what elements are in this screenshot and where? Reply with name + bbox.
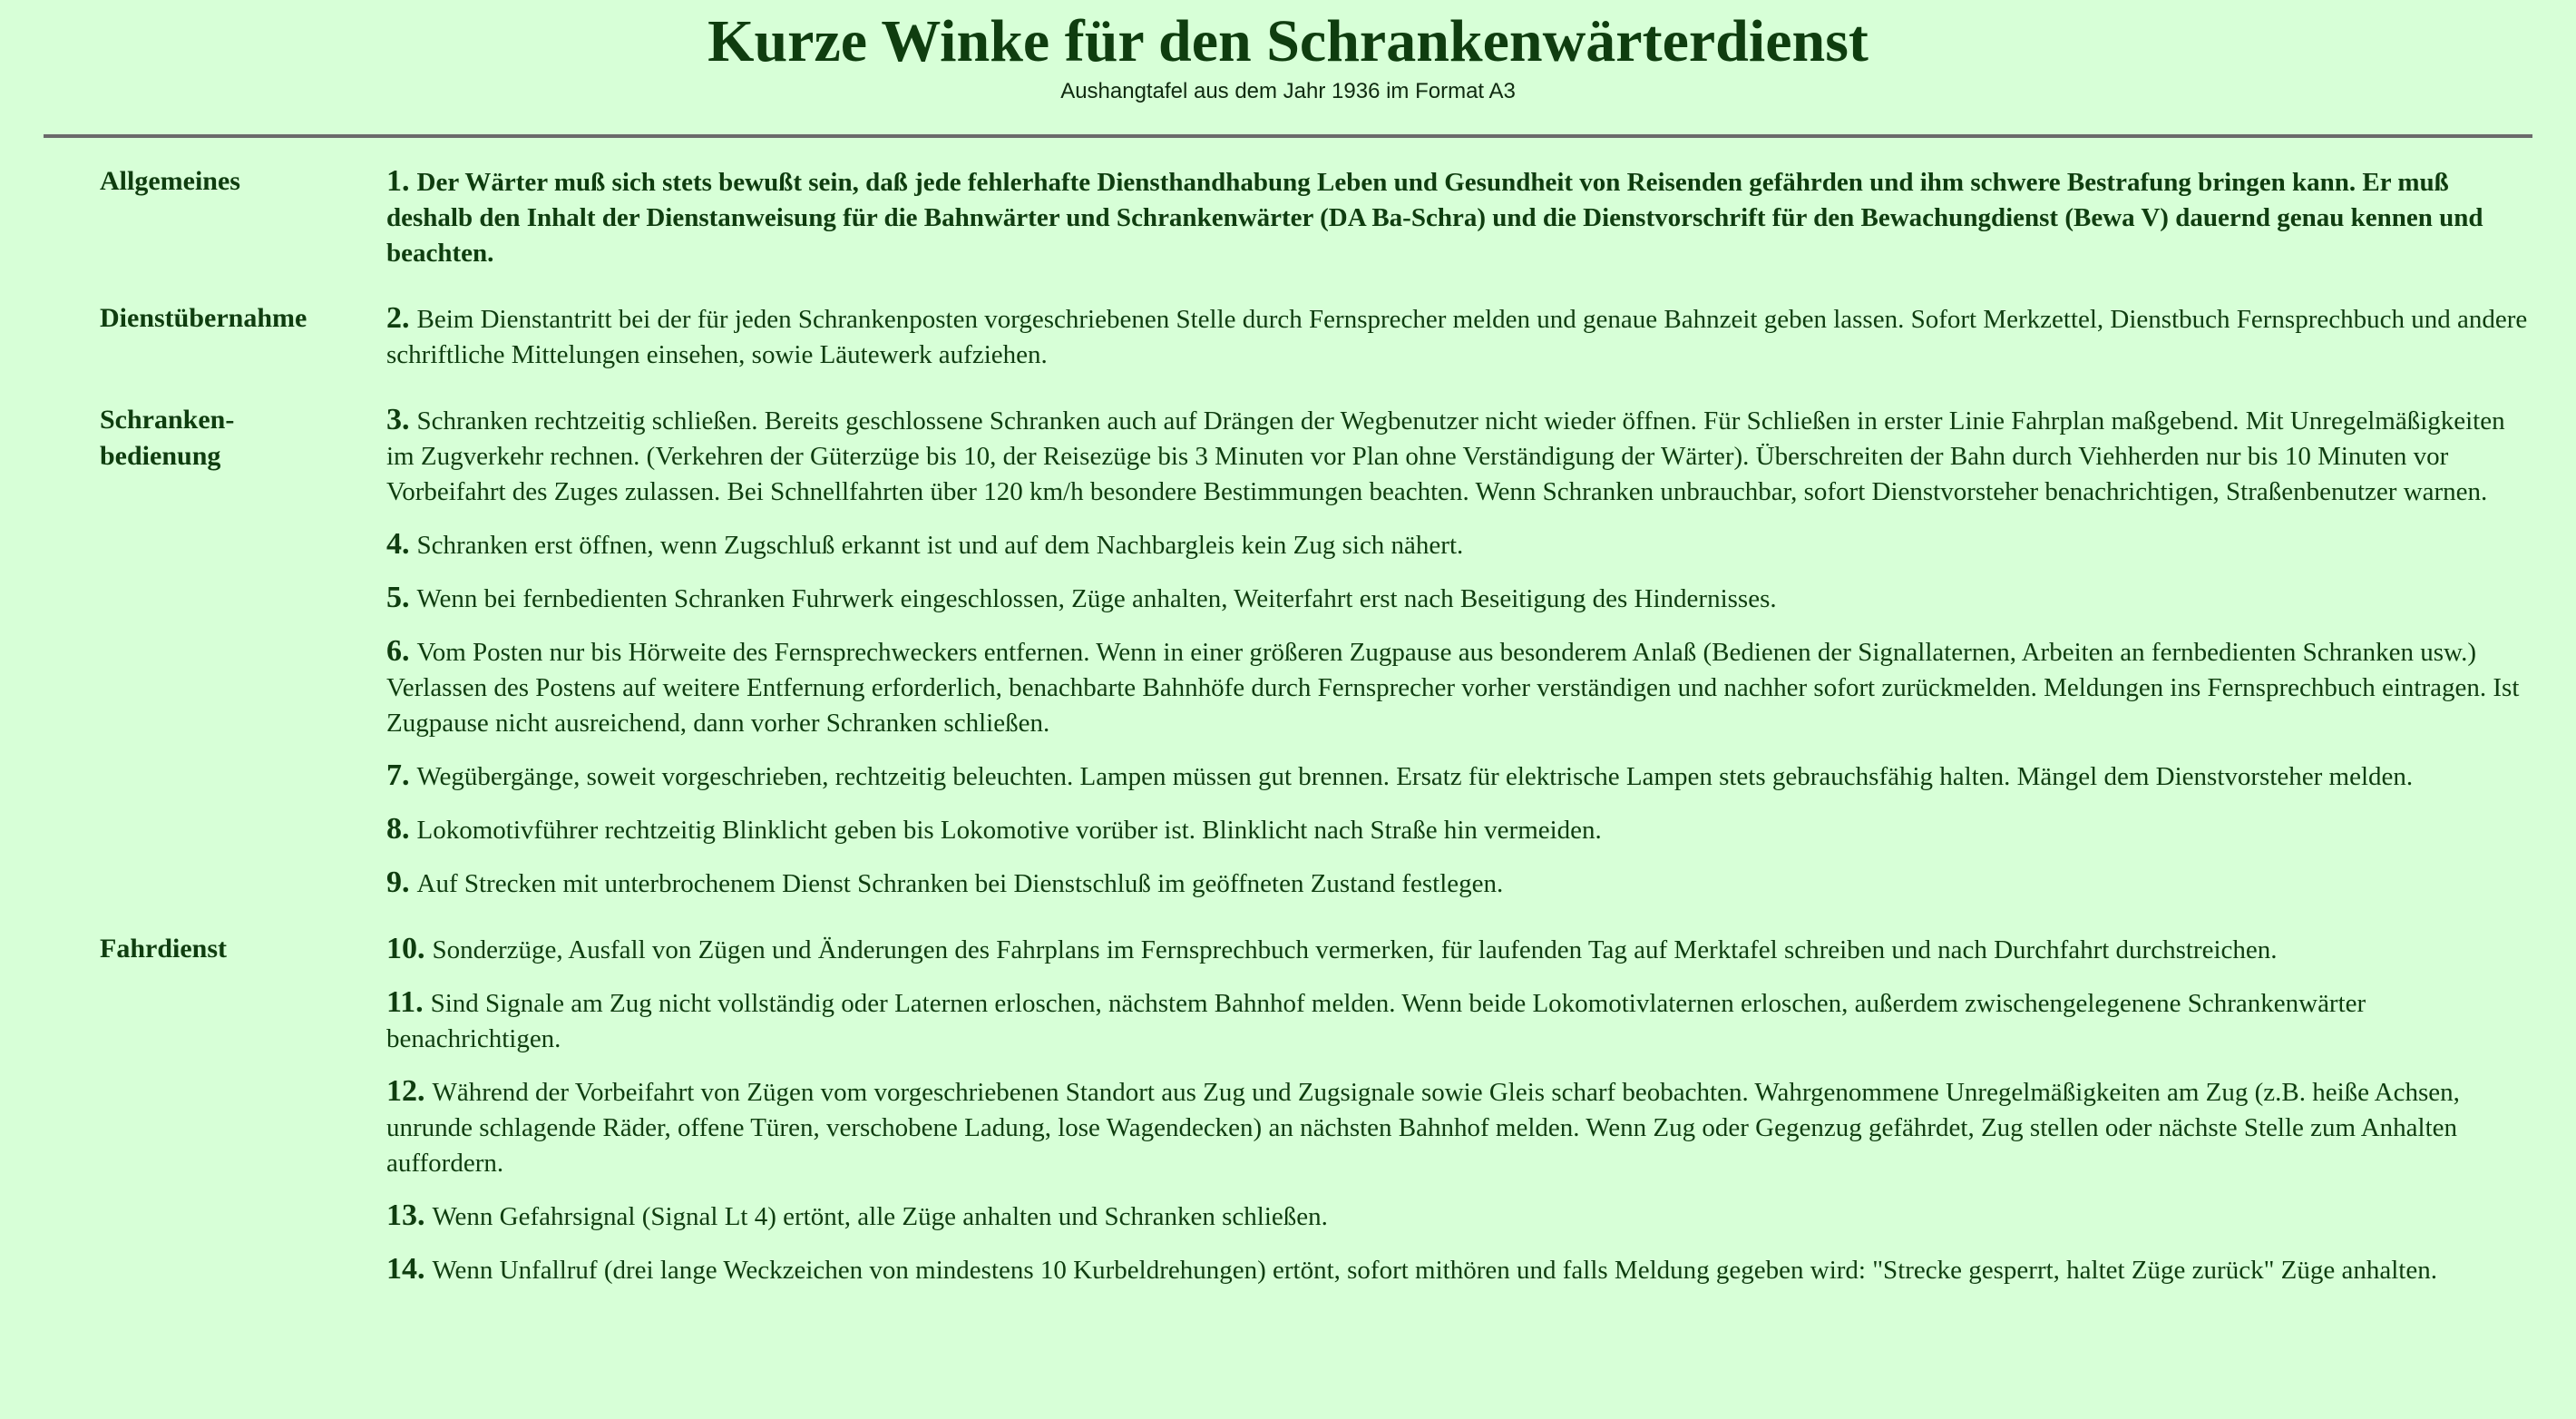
rule-number: 14. [386,1252,425,1286]
page-header [0,0,2576,105]
rule-number: 7. [386,758,410,792]
rule-item [386,1198,2532,1235]
page-title: Kurze Winke für den Schrankenwärterdienst [707,8,1869,74]
section-label-line-1: Schranken- [100,405,235,435]
rule-number: 11. [386,985,424,1019]
rule-item [386,402,2532,510]
rule-number: 2. [386,301,410,335]
section-items [386,163,2532,288]
rules-content [0,138,2576,1305]
rule-text: Beim Dienstantritt bei der für jeden Schrankenposten vorgeschriebenen Stelle durch Fernsprecher melden und genaue Bahnzeit geben lassen. Sofort Merkzettel, Dienstbuch Fernsprechbuch und andere schriftliche Mittelungen einsehen, sowie Läutewerk aufziehen. [386,305,2528,369]
rule-number: 10. [386,932,425,965]
rule-text: Lokomotivführer rechtzeitig Blinklicht geben bis Lokomotive vorüber ist. Blinklicht nach Straße hin vermeiden. [416,816,1602,845]
section-label [44,402,386,918]
rule-text: Wenn bei fernbedienten Schranken Fuhrwerk eingeschlossen, Züge anhalten, Weiterfahrt erst nach Beseitigung des Hindernisses. [416,584,1777,613]
rule-item [386,1251,2532,1288]
rule-text: Schranken rechtzeitig schließen. Bereits geschlossene Schranken auch auf Drängen der Wegbenutzer nicht wieder öffnen. Für Schließen in erster Linie Fahrplan maßgebend. Mit Unregelmäßigkeiten im Zugverkehr rechnen. (Verkehren der Güterzüge bis 10, der Reisezüge bis 3 Minuten vor Plan ohne Verständigung der Wärter). Überschreiten der Bahn durch Viehherden nur bis 10 Minuten vor Vorbeifahrt des Zuges zulassen. Bei Schnellfahrten über 120 km/h besondere Bestimmungen beachten. Wenn Schranken unbrauchbar, sofort Dienstvorsteher benachrichtigen, Straßenbenutzer warnen. [386,406,2505,506]
page-subtitle: Aushangtafel aus dem Jahr 1936 im Format A3 [1060,79,1516,103]
rule-item [386,633,2532,741]
rule-item [386,526,2532,563]
rule-number: 4. [386,527,410,561]
rule-number: 8. [386,812,410,846]
rule-item [386,984,2532,1057]
rule-text: Der Wärter muß sich stets bewußt sein, daß jede fehlerhafte Diensthandhabung Leben und Gesundheit von Reisenden gefährden und ihm schwere Bestrafung bringen kann. Er muß deshalb den Inhalt der Dienstanweisung für die Bahnwärter und Schrankenwärter (DA Ba-Schra) und die Dienstvorschrift für den Bewachungdienst (Bewa V) dauernd genau kennen und beachten. [386,168,2483,268]
section-label: Fahrdienst [100,934,228,964]
rule-item [386,931,2532,968]
rule-text: Wenn Unfallruf (drei lange Weckzeichen von mindestens 10 Kurbeldrehungen) ertönt, sofort mithören und falls Meldung gegeben wird: "Strecke gesperrt, haltet Züge zurück" Züge anhalten. [432,1256,2437,1285]
rule-number: 12. [386,1074,425,1108]
section-schrankenbedienung [44,402,2532,918]
rule-item [386,758,2532,795]
rule-item [386,580,2532,617]
rule-item [386,865,2532,902]
section-label-line-2: bedienung [100,441,221,471]
rule-item [386,811,2532,848]
rule-number: 13. [386,1199,425,1232]
rule-number: 6. [386,634,410,668]
rule-text: Wegübergänge, soweit vorgeschrieben, rechtzeitig beleuchten. Lampen müssen gut brennen. Ersatz für elektrische Lampen stets gebrauchsfähig halten. Mängel dem Dienstvorsteher melden. [416,762,2414,791]
rule-text: Sind Signale am Zug nicht vollständig oder Laternen erloschen, nächstem Bahnhof melden. Wenn beide Lokomotivlaternen erloschen, außerdem zwischengelegenene Schrankenwärter benachrichtigen. [386,989,2366,1053]
rule-number: 1. [386,164,410,198]
rule-item [386,163,2532,271]
section-items [386,931,2532,1305]
rule-number: 3. [386,403,410,436]
rule-text: Wenn Gefahrsignal (Signal Lt 4) ertönt, alle Züge anhalten und Schranken schließen. [432,1202,1328,1231]
rule-item [386,300,2532,373]
section-dienstuebernahme [44,300,2532,389]
section-items [386,300,2532,389]
section-fahrdienst [44,931,2532,1305]
rule-text: Während der Vorbeifahrt von Zügen vom vorgeschriebenen Standort aus Zug und Zugsignale sowie Gleis scharf beobachten. Wahrgenommene Unregelmäßigkeiten am Zug (z.B. heiße Achsen, unrunde schlagende Räder, offene Türen, verschobene Ladung, lose Wagendecken) an nächsten Bahnhof melden. Wenn Zug oder Gegenzug gefährdet, Zug stellen oder nächste Stelle zum Anhalten auffordern. [386,1078,2460,1178]
rule-text: Sonderzüge, Ausfall von Zügen und Änderungen des Fahrplans im Fernsprechbuch vermerken, für laufenden Tag auf Merktafel schreiben und nach Durchfahrt durchstreichen. [432,935,2278,964]
rule-item [386,1073,2532,1181]
section-label: Allgemeines [100,166,240,196]
rule-text: Auf Strecken mit unterbrochenem Dienst Schranken bei Dienstschluß im geöffneten Zustand festlegen. [416,869,1504,898]
section-allgemeines [44,163,2532,288]
section-label: Dienstübernahme [100,303,307,333]
rule-number: 9. [386,866,410,899]
section-items [386,402,2532,918]
rule-text: Schranken erst öffnen, wenn Zugschluß erkannt ist und auf dem Nachbargleis kein Zug sich nähert. [416,531,1464,560]
rule-number: 5. [386,581,410,614]
rule-text: Vom Posten nur bis Hörweite des Fernsprechweckers entfernen. Wenn in einer größeren Zugpause aus besonderem Anlaß (Bedienen der Signallaternen, Arbeiten an fernbedienten Schranken usw.) Verlassen des Postens auf weitere Entfernung erforderlich, benachbarte Bahnhöfe durch Fernsprecher vorher verständigen und nachher sofort zurückmelden. Meldungen ins Fernsprechbuch eintragen. Ist Zugpause nicht ausreichend, dann vorher Schranken schließen. [386,638,2520,738]
